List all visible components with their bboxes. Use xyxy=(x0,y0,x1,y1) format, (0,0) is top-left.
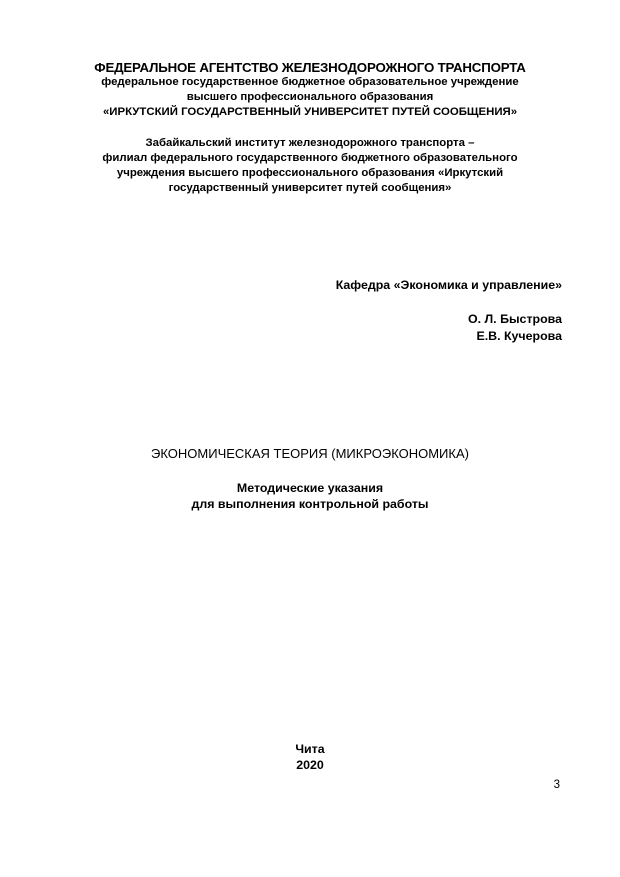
institution-line: высшего профессионального образования xyxy=(186,91,434,103)
authors-block xyxy=(468,311,562,345)
department-name: Кафедра «Экономика и управление» xyxy=(335,278,562,292)
subtitle-line: для выполнения контрольной работы xyxy=(191,497,429,511)
document-title: ЭКОНОМИЧЕСКАЯ ТЕОРИЯ (МИКРОЭКОНОМИКА) xyxy=(151,446,469,461)
institute-line: филиал федерального государственного бюджетного образовательного xyxy=(102,152,518,164)
author-name: О. Л. Быстрова xyxy=(467,312,562,326)
document-title-block xyxy=(0,446,620,461)
author-name: Е.В. Кучерова xyxy=(476,329,562,343)
institute-line: учреждения высшего профессионального образования «Иркутский xyxy=(116,167,504,179)
institution-line: федеральное государственное бюджетное образовательное учреждение xyxy=(101,76,519,88)
institute-block xyxy=(0,136,620,196)
header-block xyxy=(0,60,620,120)
city-name: Чита xyxy=(295,742,325,756)
publication-place-block xyxy=(0,741,620,773)
subtitle-line: Методические указания xyxy=(236,481,384,495)
page-number: 3 xyxy=(553,779,560,791)
institute-line: Забайкальский институт железнодорожного транспорта – xyxy=(145,137,475,149)
university-name: «ИРКУТСКИЙ ГОСУДАРСТВЕННЫЙ УНИВЕРСИТЕТ ПУТЕЙ СООБЩЕНИЯ» xyxy=(102,106,518,118)
agency-name: ФЕДЕРАЛЬНОЕ АГЕНТСТВО ЖЕЛЕЗНОДОРОЖНОГО ТРАНСПОРТА xyxy=(94,60,526,75)
institute-line: государственный университет путей сообщения» xyxy=(168,182,452,194)
document-subtitle-block xyxy=(0,480,620,512)
publication-year: 2020 xyxy=(296,758,324,772)
